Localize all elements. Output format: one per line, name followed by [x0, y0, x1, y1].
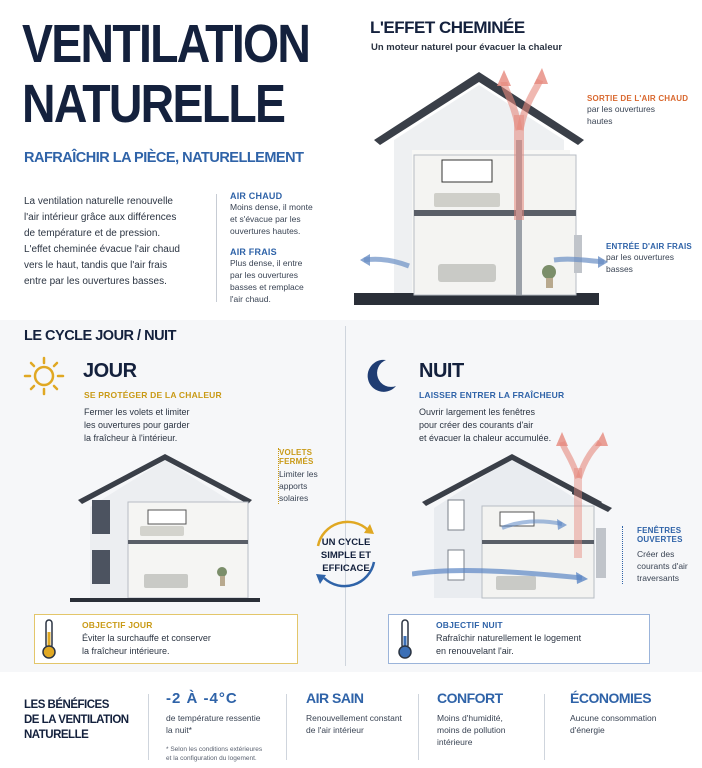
air-sain-title: AIR SAIN — [306, 690, 364, 706]
benefit-divider-4 — [544, 694, 545, 760]
chimney-effect-house — [354, 60, 614, 310]
fenetres-label: FENÊTRES OUVERTES — [637, 526, 683, 544]
jour-subtitle: SE PROTÉGER DE LA CHALEUR — [84, 390, 222, 400]
intro-text: La ventilation naturelle renouvelle l'air intérieur grâce aux différences de température et de pression. L'effet cheminée évacue l'air chaud vers le haut, tandis que l'air frais entre par les ouvertures basses. — [24, 196, 180, 287]
volets-label: VOLETS FERMÉS — [279, 448, 314, 466]
jour-text: Fermer les volets et limiter les ouvertures pour garder la fraîcheur à l'intérieur. — [84, 407, 190, 443]
temp-text: de température ressentie la nuit* — [166, 713, 261, 735]
fenetres-callout: FENÊTRES OUVERTES Créer des courants d'air traversants — [622, 526, 702, 584]
page-title-line1: VENTILATION — [22, 14, 310, 74]
cycle-title: LE CYCLE JOUR / NUIT — [24, 328, 176, 344]
sortie-label: SORTIE DE L'AIR CHAUD — [587, 94, 689, 103]
benefit-divider-3 — [418, 694, 419, 760]
air-sain-text: Renouvellement constant de l'air intérieur — [306, 713, 402, 735]
sortie-callout: SORTIE DE L'AIR CHAUD par les ouvertures hautes — [587, 94, 699, 127]
benefits-title: LES BÉNÉFICES DE LA VENTILATION NATURELLE — [24, 699, 129, 741]
entree-label: ENTRÉE D'AIR FRAIS — [606, 242, 692, 251]
nuit-text: Ouvrir largement les fenêtres pour créer des courants d'air et évacuer la chaleur accumulée. — [419, 407, 552, 443]
day-house — [70, 452, 260, 602]
page-subtitle: RAFRAÎCHIR LA PIÈCE, NATURELLEMENT — [24, 150, 304, 166]
page-title-line2: NATURELLE — [22, 74, 285, 134]
objectif-jour-label: OBJECTIF JOUR — [82, 620, 153, 630]
air-explain — [230, 191, 340, 305]
night-house — [412, 428, 622, 604]
objectif-nuit-text: Rafraîchir naturellement le logement en renouvelant l'air. — [436, 633, 582, 656]
confort-text: Moins d'humidité, moins de pollution intérieure — [437, 713, 506, 747]
air-frais-text: Plus dense, il entre par les ouvertures basses et remplace l'air chaud. — [230, 258, 304, 304]
entree-callout: ENTRÉE D'AIR FRAIS par les ouvertures basses — [606, 242, 700, 275]
cycle-divider — [345, 326, 346, 666]
thermometer-cool-icon — [396, 618, 414, 660]
sun-icon — [22, 356, 66, 396]
jour-title: JOUR — [83, 360, 137, 382]
moon-icon — [360, 356, 400, 396]
objectif-nuit-label: OBJECTIF NUIT — [436, 620, 503, 630]
effet-title: L'EFFET CHEMINÉE — [370, 18, 525, 37]
temp-value: -2 À -4°C — [166, 690, 238, 707]
objectif-jour-text: Éviter la surchauffe et conserver la fraîcheur intérieure. — [82, 633, 211, 656]
benefit-divider-1 — [148, 694, 149, 760]
intro-divider — [216, 194, 217, 302]
air-chaud-text: Moins dense, il monte et s'évacue par les ouvertures hautes. — [230, 202, 313, 236]
benefit-divider-2 — [286, 694, 287, 760]
air-chaud-label: AIR CHAUD — [230, 191, 283, 201]
economies-text: Aucune consommation d'énergie — [570, 713, 657, 735]
thermometer-warm-icon — [40, 618, 58, 660]
nuit-title: NUIT — [419, 360, 464, 382]
air-frais-label: AIR FRAIS — [230, 247, 277, 257]
cycle-center-text: UN CYCLE SIMPLE ET EFFICACE — [320, 537, 372, 574]
nuit-subtitle: LAISSER ENTRER LA FRAÎCHEUR — [419, 390, 565, 400]
confort-title: CONFORT — [437, 690, 503, 706]
economies-title: ÉCONOMIES — [570, 690, 652, 706]
temp-note: * Selon les conditions extérieures et la configuration du logement. — [166, 746, 263, 762]
effet-subtitle: Un moteur naturel pour évacuer la chaleur — [371, 42, 563, 53]
volets-callout: VOLETS FERMÉS Limiter les apports solaires — [278, 448, 345, 504]
